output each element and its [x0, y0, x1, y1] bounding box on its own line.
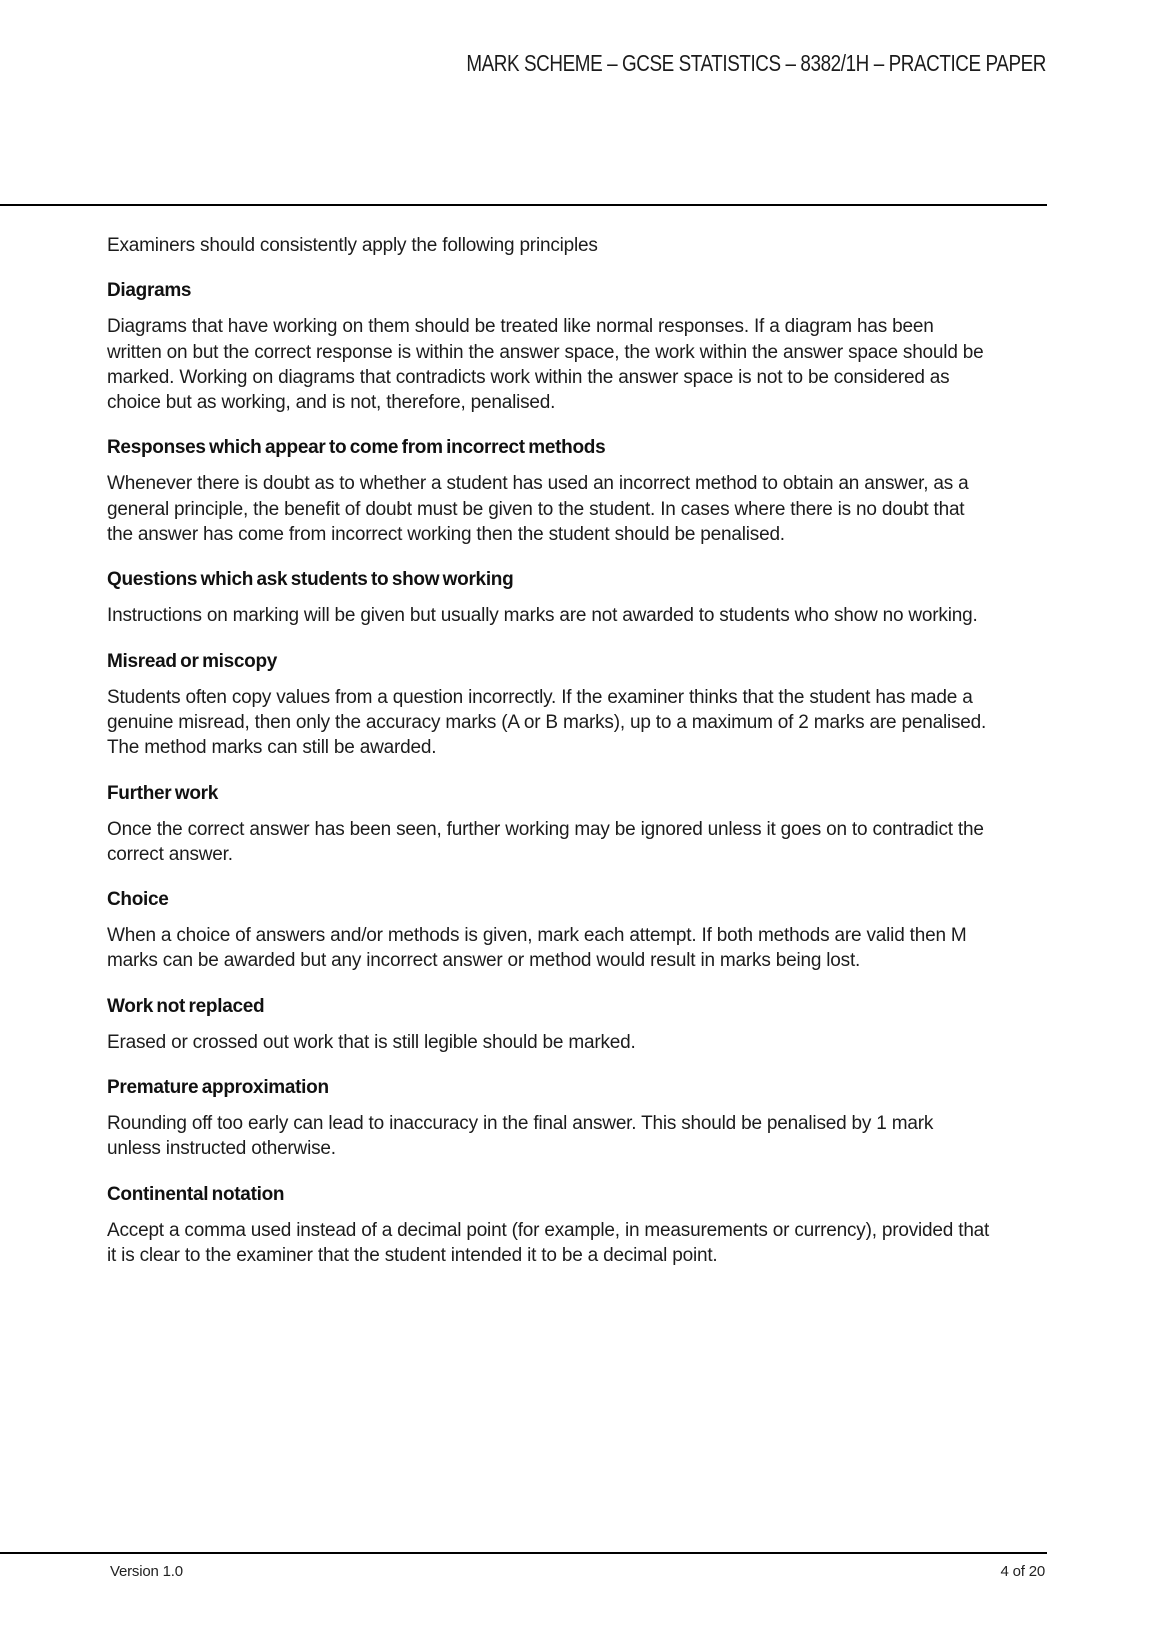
section-heading: Continental notation: [107, 1183, 285, 1205]
section-paragraph: Students often copy values from a question incorrectly. If the examiner thinks that the student has made a genuine misread, then only the accuracy marks (A or B marks), up to a maximum of 2 marks are penalised. The method marks can still be awarded.: [107, 686, 987, 759]
section-paragraph: Diagrams that have working on them should be treated like normal responses. If a diagram has been written on but the correct response is within the answer space, the work within the answer space should be marked. Working on diagrams that contradicts work within the answer space is not to be considered as choice but as working, and is not, therefore, penalised.: [107, 316, 984, 414]
section-incorrect-methods: [107, 435, 990, 547]
page-header: [188, 50, 1046, 77]
document-body: [107, 233, 990, 1268]
section-misread-or-miscopy: [107, 649, 990, 761]
section-further-work: [107, 781, 990, 868]
section-heading: Premature approximation: [107, 1077, 329, 1099]
version-label: Version 1.0: [110, 1563, 183, 1580]
intro-text: Examiners should consistently apply the following principles: [107, 235, 598, 256]
section-diagrams: [107, 278, 990, 415]
section-paragraph: Once the correct answer has been seen, further working may be ignored unless it goes on to contradict the correct answer.: [107, 818, 984, 865]
section-paragraph: Whenever there is doubt as to whether a student has used an incorrect method to obtain an answer, as a general principle, the benefit of doubt must be given to the student. In cases where there is no doubt that the answer has come from incorrect working then the student should be penalised.: [107, 473, 969, 546]
section-paragraph: Rounding off too early can lead to inaccuracy in the final answer. This should be penalised by 1 mark unless instructed otherwise.: [107, 1113, 934, 1160]
section-continental-notation: [107, 1182, 990, 1269]
section-show-working: [107, 567, 990, 628]
section-paragraph: Instructions on marking will be given but usually marks are not awarded to students who show no working.: [107, 605, 978, 627]
section-choice: [107, 887, 990, 974]
page-number: 4 of 20: [1000, 1563, 1045, 1580]
section-heading: Work not replaced: [107, 995, 265, 1017]
page-footer: [0, 1563, 1045, 1587]
header-divider-line: [0, 204, 1047, 206]
section-premature-approximation: [107, 1075, 990, 1162]
section-heading: Misread or miscopy: [107, 650, 278, 672]
section-heading: Further work: [107, 782, 219, 804]
section-heading: Choice: [107, 889, 169, 911]
section-paragraph: Erased or crossed out work that is still legible should be marked.: [107, 1031, 636, 1053]
section-heading: Diagrams: [107, 280, 192, 302]
header-title: MARK SCHEME – GCSE STATISTICS – 8382/1H – PRACTICE PAPER: [466, 50, 1046, 76]
section-paragraph: Accept a comma used instead of a decimal point (for example, in measurements or currency), provided that it is clear to the examiner that the student intended it to be a decimal point.: [107, 1219, 990, 1266]
section-heading: Responses which appear to come from incorrect methods: [107, 437, 606, 459]
section-work-not-replaced: [107, 994, 990, 1055]
footer-divider-line: [0, 1552, 1047, 1554]
section-heading: Questions which ask students to show working: [107, 569, 514, 591]
section-paragraph: When a choice of answers and/or methods is given, mark each attempt. If both methods are valid then M marks can be awarded but any incorrect answer or method would result in marks being lost.: [107, 925, 967, 972]
